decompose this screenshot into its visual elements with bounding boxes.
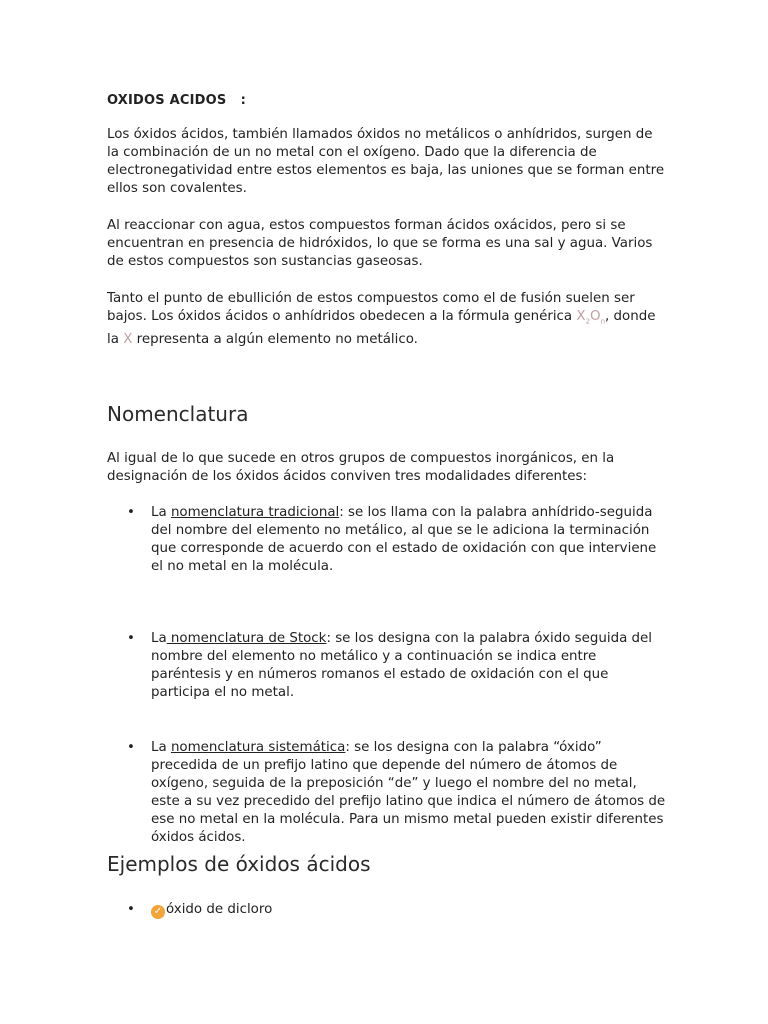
page-title: OXIDOS ACIDOS : — [107, 93, 246, 108]
formula-x2on — [576, 309, 605, 324]
list-item — [127, 630, 667, 702]
list-item-text — [151, 901, 667, 919]
list-item-text — [151, 504, 667, 576]
check-icon: ✓ — [151, 905, 165, 919]
nomenclatura-sistematica-link[interactable]: nomenclatura sistemática — [170, 740, 346, 755]
paragraph-3-text-b: , donde la — [107, 309, 656, 347]
list-item-text — [151, 739, 667, 847]
list-item — [127, 504, 667, 576]
nomenclatura-tradicional-link[interactable]: nomenclatura tradicional — [170, 505, 340, 520]
bullet-marker: • — [127, 902, 135, 917]
formula-sub-2: 2 — [585, 317, 591, 326]
intro-paragraph-2: Al reaccionar con agua, estos compuestos forman ácidos oxácidos, pero si se encuentran en presencia de hidróxidos, lo que se forma es una sal y agua. Varios de estos compuestos son sustancias gaseosas. — [107, 218, 653, 269]
formula-x: X — [576, 309, 586, 324]
nomenclatura-heading: Nomenclatura — [107, 402, 249, 426]
list-item-prefix: La — [151, 740, 171, 755]
bullet-marker: • — [127, 631, 135, 646]
formula-sub-n: n — [600, 317, 606, 326]
list-item-body: : se los designa con la palabra óxido seguida del nombre del elemento no metálico y a continuación se indica entre paréntesis y en números romanos el estado de oxidación con el que participa el no metal. — [151, 631, 653, 700]
paragraph-3-text-a: Tanto el punto de ebullición de estos compuestos como el de fusión suelen ser bajos. Los óxidos ácidos o anhídridos obedecen a la fórmula genérica — [107, 291, 635, 324]
list-item-body: : se los designa con la palabra “óxido” precedida de un prefijo latino que depende del número de átomos de oxígeno, seguida de la preposición “de” y luego el nombre del no metal, este a su vez precedido del prefijo latino que indica el número de átomos de ese no metal en la molécula. Para un mismo metal pueden existir diferentes óxidos ácidos. — [151, 740, 666, 845]
bullet-marker: • — [127, 505, 135, 520]
ejemplos-heading: Ejemplos de óxidos ácidos — [107, 852, 371, 876]
list-item — [127, 739, 667, 847]
paragraph-3-text-c: representa a algún elemento no metálico. — [132, 331, 418, 347]
intro-paragraph-3 — [107, 290, 667, 349]
nomenclatura-intro: Al igual de lo que sucede en otros grupos de compuestos inorgánicos, en la designación de los óxidos ácidos conviven tres modalidades diferentes: — [107, 451, 615, 484]
bullet-marker: • — [127, 740, 135, 755]
list-item-text — [151, 630, 667, 702]
list-item-body: : se los llama con la palabra anhídrido-seguida del nombre del elemento no metálico, al que se le adiciona la terminación que corresponde de acuerdo con el estado de oxidación con que interviene el no metal en la molécula. — [151, 505, 657, 574]
list-item-prefix: La — [151, 505, 171, 520]
nomenclatura-stock-link[interactable]: nomenclatura de Stock — [166, 631, 327, 646]
formula-o: O — [590, 309, 601, 324]
variable-x: X — [123, 331, 133, 347]
example-oxide-name: óxido de dicloro — [166, 902, 273, 917]
list-item-prefix: La — [151, 631, 167, 646]
list-item — [127, 901, 667, 919]
intro-paragraph-1: Los óxidos ácidos, también llamados óxidos no metálicos o anhídridos, surgen de la combinación de un no metal con el oxígeno. Dado que la diferencia de electronegatividad entre estos elementos es baja, las uniones que se forman entre ellos son covalentes. — [107, 127, 665, 196]
